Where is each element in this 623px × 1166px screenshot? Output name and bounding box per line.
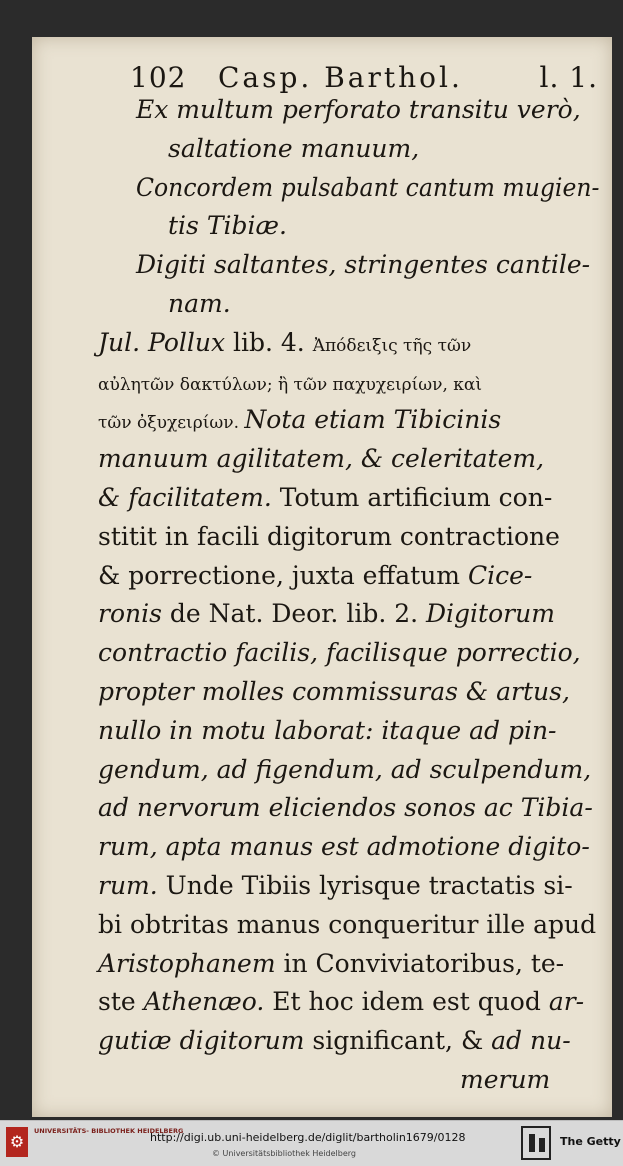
text-segment: Digitorum [426,599,555,629]
text-line [98,987,584,1017]
text-segment: Nota etiam Tibicinis [244,405,502,435]
text-segment: Concordem pulsabant cantum mugien- [136,172,600,202]
text-segment: rum, apta manus est admotione digito- [98,832,590,862]
text-segment: tis Tibiæ. [168,211,287,241]
text-line [168,211,287,241]
running-header [130,59,598,95]
book-page [32,37,612,1117]
text-line [98,328,471,361]
text-segment: stitit in facili digitorum contractione [98,521,560,551]
text-segment: Unde Tibiis lyrisque tractatis si- [165,871,573,900]
text-line [98,716,557,746]
text-segment: contractio facilis, facilisque porrectio, [98,638,581,668]
text-segment: manuum agilitatem, & celeritatem, [98,444,545,474]
text-segment: Jul. Pollux [98,327,234,357]
running-title-author: Casp. Barthol. [218,61,463,94]
text-segment: Totum artificium con- [279,483,553,512]
text-segment: nam. [168,289,231,318]
library-logo-text: UNIVERSITÄTS- BIBLIOTHEK HEIDELBERG [34,1127,184,1135]
text-segment: Aristophanem [98,948,284,978]
text-segment: bi obtritas manus conqueritur ille apud [98,909,597,939]
text-line [136,173,599,203]
text-segment: & porrectione, juxta effatum [98,560,468,590]
text-segment: gendum, ad figendum, ad sculpendum, [98,754,592,784]
text-line [136,250,590,280]
text-segment: Ex multum perforato transitu verò, [136,95,581,124]
text-segment: Ἀπόδειξις τῆς τῶν [312,335,472,356]
text-line [98,755,591,785]
permalink[interactable]: http://digi.ub.uni-heidelberg.de/diglit/bartholin1679/0128 [150,1131,466,1144]
text-segment: Digiti saltantes, stringentes cantile- [136,250,591,280]
text-segment: rum. [98,871,166,900]
text-segment: Et hoc idem est quod [272,987,549,1017]
copyright-notice: © Universitätsbibliothek Heidelberg [212,1149,357,1158]
library-logo-icon: ⚙ [6,1127,28,1157]
text-segment: ad nu- [491,1026,571,1056]
text-segment: nullo in motu laborat: itaque ad pin- [98,715,557,745]
running-title-book: l. 1. [539,61,598,94]
text-line [98,638,581,668]
getty-logo-icon [521,1126,551,1160]
text-segment: τῶν ὀξυχειρίων. [98,413,245,434]
text-segment: in Conviviatoribus, te- [283,948,565,978]
text-line [98,522,560,552]
text-segment: ste [98,987,144,1017]
text-segment: lib. 4. [233,327,313,357]
text-line [98,1026,571,1056]
text-segment: de Nat. Deor. lib. 2. [169,599,427,629]
text-segment: ad nervorum eliciendos sonos ac Tibia- [98,793,593,823]
text-line [98,444,544,474]
viewer-footer [0,1120,623,1166]
text-line [98,367,482,400]
text-line [460,1065,550,1095]
text-line [98,483,552,513]
text-segment: Cice- [467,560,533,590]
text-segment: ar- [548,987,585,1017]
text-segment: merum [460,1065,551,1094]
text-segment: & facilitatem. [98,483,280,512]
text-segment: αὐλητῶν δακτύλων; ἢ τῶν παχυχειρίων, καὶ [98,374,483,395]
text-line [98,871,573,901]
text-line [168,289,231,319]
text-line [98,405,501,438]
text-line [98,832,590,862]
text-segment: ronis [98,599,170,629]
text-segment: propter molles commissuras & artus, [98,677,570,706]
text-line [168,134,419,164]
text-line [98,910,596,940]
text-line [98,561,532,591]
text-segment: gutiæ digitorum [98,1026,313,1056]
text-line [98,599,555,629]
text-segment: Athenæo. [143,987,273,1017]
text-line [136,95,581,125]
page-number: 102 [130,61,187,94]
text-segment: significant, & [312,1026,492,1056]
text-line [98,677,570,707]
text-line [98,949,564,979]
text-segment: saltatione manuum, [168,133,420,163]
text-line [98,793,593,823]
getty-label: The Getty [560,1135,621,1148]
